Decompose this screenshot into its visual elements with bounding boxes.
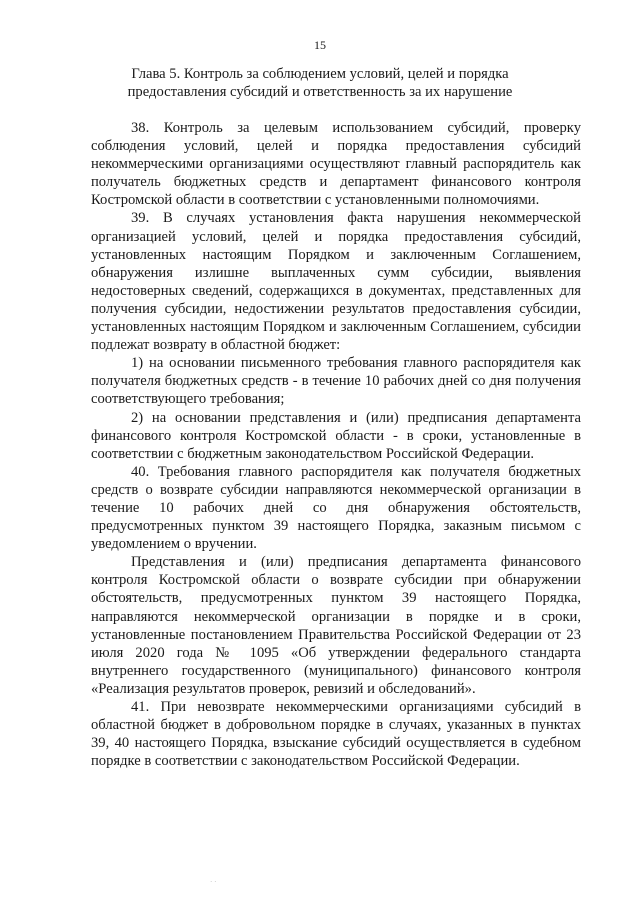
paragraph-41: 41. При невозврате некоммерческими организациями субсидий в областной бюджет в добровольном порядке в случаях, указанных в пунктах 39, 40 настоящего Порядка, взыскание субсидий осуществляется в судебном порядке в соответствии с законодательством Российской Федерации.	[91, 699, 581, 770]
page-number: 15	[314, 38, 326, 52]
chapter-title	[100, 65, 540, 101]
document-body	[91, 119, 581, 770]
scan-mark: · ·	[210, 878, 217, 886]
paragraph-39: 39. В случаях установления факта нарушения некоммерческой организацией условий, целей и порядка предоставления субсидий, установленных настоящим Порядком и заключенным Соглашением, обнаружения излишне выплаченных сумм субсидии, выявления недостоверных сведений, содержащихся в документах, представленных для получения субсидии, недостижении результатов предоставления субсидии, установленных настоящим Порядком и заключенным Соглашением, субсидии подлежат возврату в областной бюджет:	[91, 210, 581, 354]
chapter-title-line1: Глава 5. Контроль за соблюдением условий, целей и порядка	[131, 66, 509, 82]
paragraph-39-item-1: 1) на основании письменного требования главного распорядителя как получателя бюджетных средств - в течение 10 рабочих дней со дня получения соответствующего требования;	[91, 355, 581, 408]
paragraph-40: 40. Требования главного распорядителя как получателя бюджетных средств о возврате субсидии направляются некоммерческой организации в течение 10 рабочих дней со дня обнаружения обстоятельств, предусмотренных пунктом 39 настоящего Порядка, заказным письмом с уведомлением о вручении.	[91, 463, 581, 553]
paragraph-38: 38. Контроль за целевым использованием субсидий, проверку соблюдения условий, целей и порядка предоставления субсидий некоммерческими организациями осуществляют главный распорядитель как получатель бюджетных средств и департамент финансового контроля Костромской области в соответствии с установленными полномочиями.	[91, 120, 581, 209]
paragraph-40-continued: Представления и (или) предписания департамента финансового контроля Костромской области о возврате субсидии при обнаружении обстоятельств, предусмотренных пунктом 39 настоящего Порядка, направляются некоммерческой организации в порядке и в сроки, установленные постановлением Правительства Российской Федерации от 23 июля 2020 года № 1095 «Об утверждении федерального стандарта внутреннего государственного (муниципального) финансового контроля «Реализация результатов проверок, ревизий и обследований».	[91, 554, 581, 697]
chapter-title-line2: предоставления субсидий и ответственность за их нарушение	[127, 84, 513, 100]
paragraph-39-item-2: 2) на основании представления и (или) предписания департамента финансового контроля Костромской области - в сроки, установленные в соответствии с бюджетным законодательством Российской Федерации.	[91, 409, 581, 462]
